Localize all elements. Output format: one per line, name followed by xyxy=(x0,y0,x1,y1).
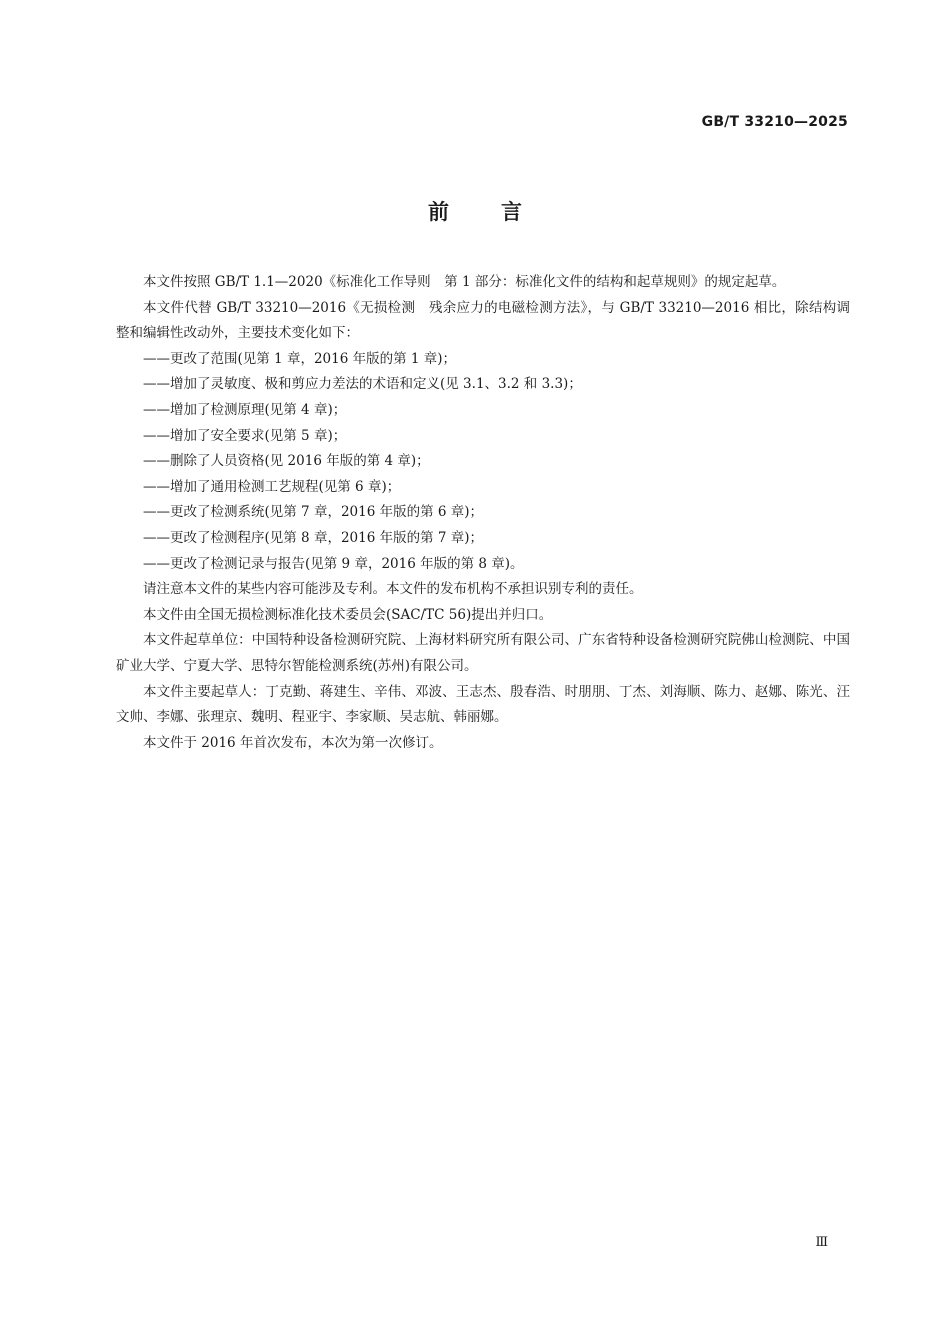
change-item: ——增加了灵敏度、极和剪应力差法的术语和定义(见 3.1、3.2 和 3.3)； xyxy=(143,376,582,393)
change-item: ——增加了安全要求(见第 5 章)； xyxy=(143,427,347,444)
history-paragraph: 本文件于 2016 年首次发布，本次为第一次修订。 xyxy=(143,734,443,751)
drafting-basis-paragraph: 本文件按照 GB/T 1.1—2020《标准化工作导则 第 1 部分：标准化文件的结构和起草规则》的规定起草。 xyxy=(143,274,786,290)
patent-notice-paragraph: 请注意本文件的某些内容可能涉及专利。本文件的发布机构不承担识别专利的责任。 xyxy=(143,581,643,598)
change-item: ——增加了通用检测工艺规程(见第 6 章)； xyxy=(143,478,401,495)
drafting-units-paragraph: 本文件起草单位：中国特种设备检测研究院、上海材料研究所有限公司、广东省特种设备检测研究院佛山检测院、中国矿业大学、宁夏大学、思特尔智能检测系统(苏州)有限公司。 xyxy=(116,632,850,674)
change-item: ——删除了人员资格(见 2016 年版的第 4 章)； xyxy=(143,453,430,470)
replacement-paragraph: 本文件代替 GB/T 33210—2016《无损检测 残余应力的电磁检测方法》，与 GB/T 33210—2016 相比，除结构调整和编辑性改动外，主要技术变化如下： xyxy=(116,299,850,342)
change-item: ——更改了范围(见第 1 章，2016 年版的第 1 章)； xyxy=(143,350,457,367)
standard-number: GB/T 33210—2025 xyxy=(701,114,848,130)
proposer-paragraph: 本文件由全国无损检测标准化技术委员会(SAC/TC 56)提出并归口。 xyxy=(143,606,553,623)
change-item: ——更改了检测系统(见第 7 章，2016 年版的第 6 章)； xyxy=(143,504,484,521)
foreword-body xyxy=(116,270,850,756)
change-item: ——增加了检测原理(见第 4 章)； xyxy=(143,401,347,418)
drafters-paragraph: 本文件主要起草人：丁克勤、蒋建生、辛伟、邓波、王志杰、殷春浩、时朋朋、丁杰、刘海顺、陈力、赵娜、陈光、汪文帅、李娜、张理京、魏明、程亚宇、李家顺、吴志航、韩丽娜。 xyxy=(116,683,850,726)
page-number: Ⅲ xyxy=(815,1235,828,1250)
change-item: ——更改了检测程序(见第 8 章，2016 年版的第 7 章)； xyxy=(143,529,484,546)
change-item: ——更改了检测记录与报告(见第 9 章，2016 年版的第 8 章)。 xyxy=(143,555,524,572)
page-title: 前言 xyxy=(428,200,574,224)
